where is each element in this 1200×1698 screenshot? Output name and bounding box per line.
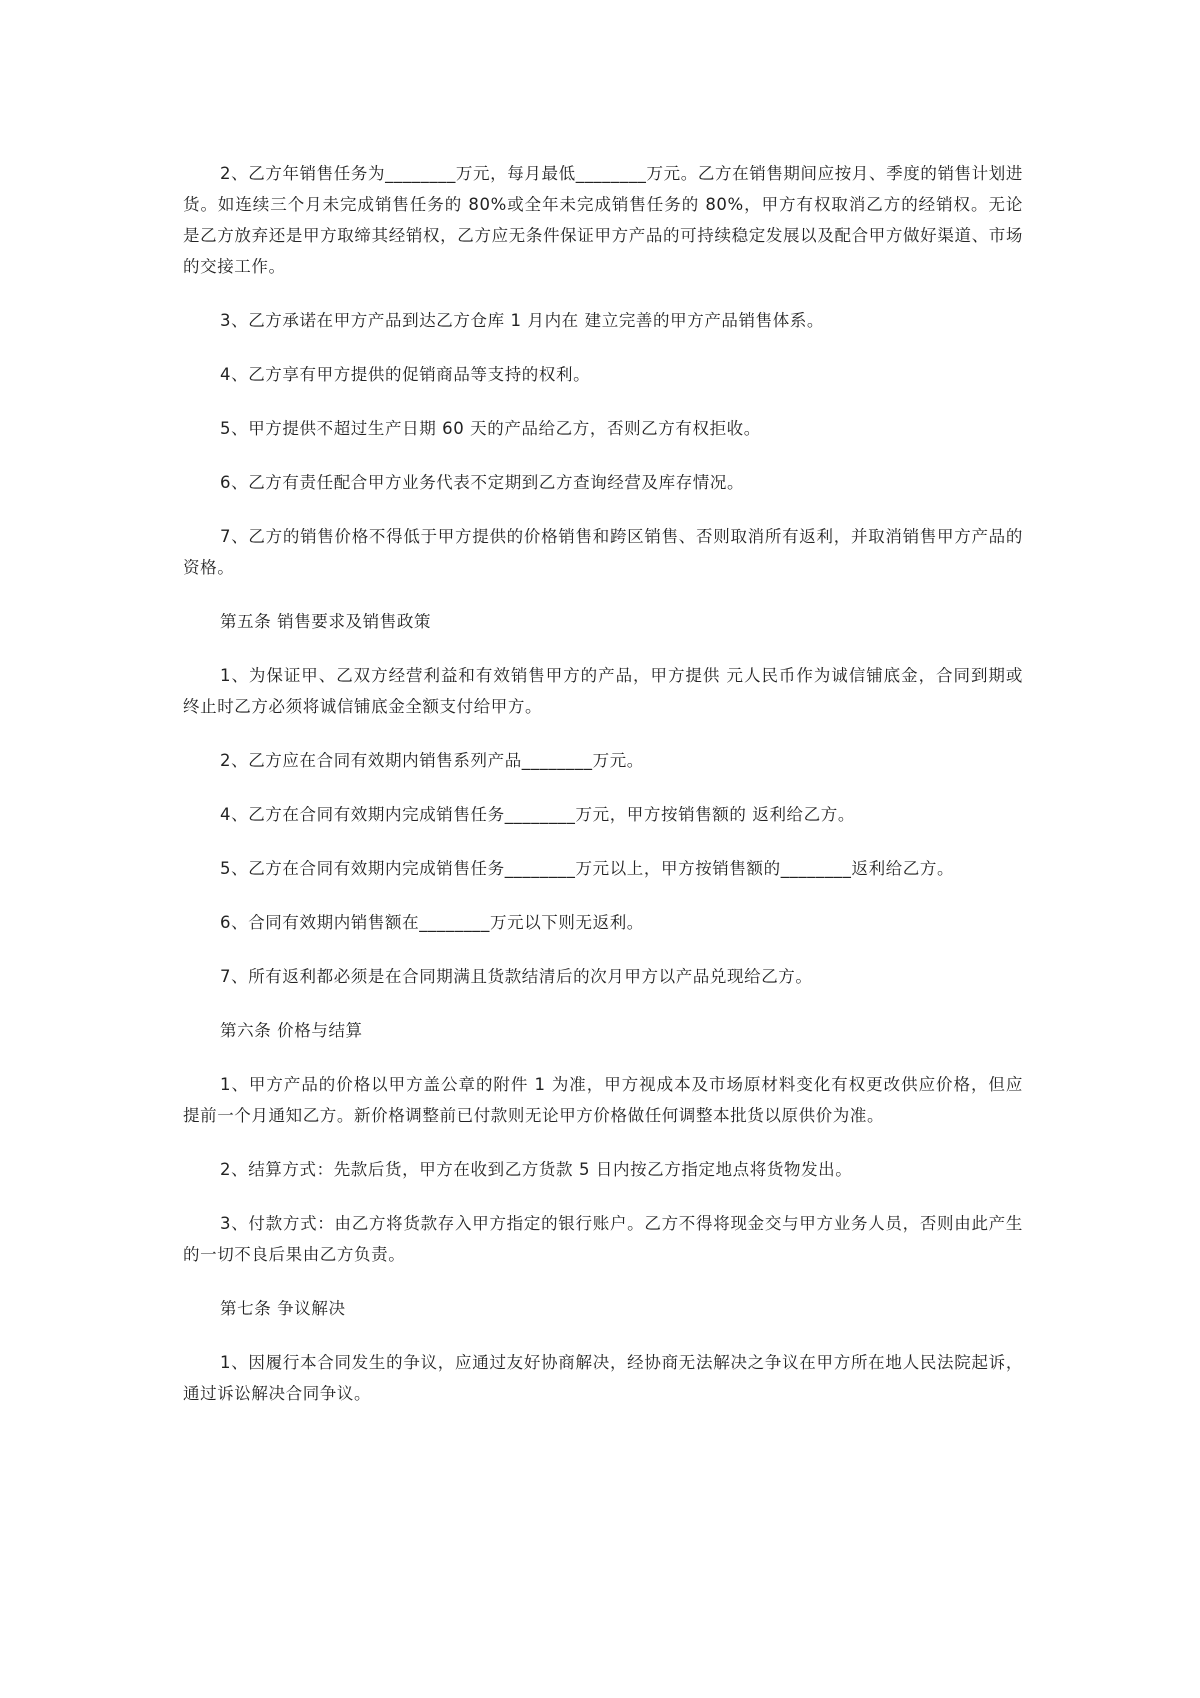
section-heading-article-6: 第六条 价格与结算 xyxy=(220,1021,363,1040)
section-heading-article-5: 第五条 销售要求及销售政策 xyxy=(220,612,432,631)
clause-4-item-2: 2、乙方年销售任务为________万元，每月最低________万元。乙方在销售期间应按月、季度的销售计划进货。如连续三个月未完成销售任务的 80%或全年未完成销售任务的 80%，甲方有权取消乙方的经销权。无论是乙方放弃还是甲方取缔其经销权，乙方应无条件保证甲方产品的可持续稳定发展以及配合甲方做好渠道、市场的交接工作。 xyxy=(183,164,1023,276)
clause-5-item-1: 1、为保证甲、乙双方经营利益和有效销售甲方的产品，甲方提供 元人民币作为诚信铺底金，合同到期或终止时乙方必须将诚信铺底金全额支付给甲方。 xyxy=(183,666,1023,716)
clause-5-item-7: 7、所有返利都必须是在合同期满且货款结清后的次月甲方以产品兑现给乙方。 xyxy=(220,967,813,986)
clause-6-item-3: 3、付款方式：由乙方将货款存入甲方指定的银行账户。乙方不得将现金交与甲方业务人员，否则由此产生的一切不良后果由乙方负责。 xyxy=(183,1214,1023,1264)
clause-5-item-6: 6、合同有效期内销售额在________万元以下则无返利。 xyxy=(220,913,644,932)
document-body xyxy=(183,158,1023,1432)
clause-7-item-1: 1、因履行本合同发生的争议，应通过友好协商解决，经协商无法解决之争议在甲方所在地人民法院起诉，通过诉讼解决合同争议。 xyxy=(183,1353,1023,1403)
clause-4-item-5: 5、甲方提供不超过生产日期 60 天的产品给乙方，否则乙方有权拒收。 xyxy=(220,419,761,438)
clause-4-item-7: 7、乙方的销售价格不得低于甲方提供的价格销售和跨区销售、否则取消所有返利，并取消销售甲方产品的资格。 xyxy=(183,527,1023,577)
clause-4-item-6: 6、乙方有责任配合甲方业务代表不定期到乙方查询经营及库存情况。 xyxy=(220,473,745,492)
clause-4-item-3: 3、乙方承诺在甲方产品到达乙方仓库 1 月内在 建立完善的甲方产品销售体系。 xyxy=(220,311,825,330)
clause-4-item-4: 4、乙方享有甲方提供的促销商品等支持的权利。 xyxy=(220,365,591,384)
clause-5-item-4: 4、乙方在合同有效期内完成销售任务________万元，甲方按销售额的 返利给乙方。 xyxy=(220,805,855,824)
clause-5-item-5: 5、乙方在合同有效期内完成销售任务________万元以上，甲方按销售额的________返利给乙方。 xyxy=(220,859,955,878)
clause-5-item-2: 2、乙方应在合同有效期内销售系列产品________万元。 xyxy=(220,751,644,770)
section-heading-article-7: 第七条 争议解决 xyxy=(220,1299,346,1318)
clause-6-item-1: 1、甲方产品的价格以甲方盖公章的附件 1 为准，甲方视成本及市场原材料变化有权更改供应价格，但应提前一个月通知乙方。新价格调整前已付款则无论甲方价格做任何调整本批货以原供价为准。 xyxy=(183,1075,1023,1125)
clause-6-item-2: 2、结算方式：先款后货，甲方在收到乙方货款 5 日内按乙方指定地点将货物发出。 xyxy=(220,1160,853,1179)
